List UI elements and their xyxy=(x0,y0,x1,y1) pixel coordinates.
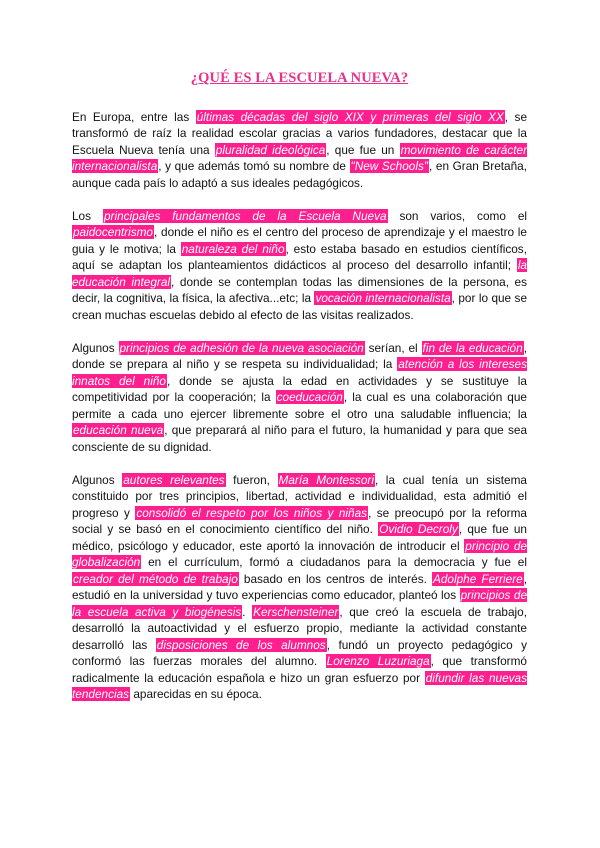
text-run: , donde el niño es el centro del proceso de aprendizaje y el maestro le guia y le motiva; la xyxy=(72,225,527,256)
text-run: fueron, xyxy=(225,472,278,487)
text-run: basado en los centros de interés. xyxy=(238,571,432,586)
highlighted-phrase: educación nueva xyxy=(73,423,164,437)
text-run: , esto estaba basado en estudios científicos, aquí se adaptan los planteamientos didácticos al proceso del desarrollo infantil; xyxy=(72,241,527,272)
highlighted-phrase: creador del método de trabajo xyxy=(73,571,238,586)
highlighted-phrase: María Montessori xyxy=(278,472,374,487)
highlighted-phrase: naturaleza del niño xyxy=(181,241,285,256)
text-run: , la cual es una colaboración que permite a cada uno ejercer libremente sobre el otro una saludable influencia; la xyxy=(72,390,527,421)
text-run: Algunos xyxy=(72,472,123,487)
text-run: , que fue un médico, psicólogo y educador, este aportó la innovación de introducir el xyxy=(72,522,527,553)
highlighted-phrase: pluralidad ideológica xyxy=(215,142,326,157)
highlighted-phrase: disposiciones de los alumnos xyxy=(156,637,326,652)
text-run: , donde se ajusta la edad en actividades y se sustituye la competitividad por la cooperación; la xyxy=(72,373,527,404)
highlighted-phrase: movimiento de carácter internacionalista xyxy=(72,142,528,173)
document-body xyxy=(72,109,527,703)
document-page xyxy=(72,70,527,719)
highlighted-phrase: principio de globalización xyxy=(72,538,527,569)
paragraph xyxy=(72,208,527,324)
text-run: Algunos xyxy=(72,340,119,355)
text-run: son varios, como el xyxy=(387,208,528,223)
page-title: ¿QUÉ ES LA ESCUELA NUEVA? xyxy=(190,70,409,86)
paragraph xyxy=(72,472,527,703)
text-run: , por lo que se crean muchas escuelas debido al efecto de las visitas realizados. xyxy=(72,291,528,322)
text-run: , la cual tenía un sistema constituido por tres principios, libertad, actividad e individualidad, esta admitió el progreso y xyxy=(72,472,527,520)
highlighted-phrase: Adolphe Ferriere xyxy=(433,571,523,586)
text-run: Los xyxy=(72,208,103,223)
text-run: , donde se contemplan todas las dimensiones de la persona, es decir, la cognitiva, la física, la afectiva...etc; la xyxy=(72,274,527,305)
text-run: , que fue un xyxy=(326,142,400,157)
highlighted-phrase: "New Schools" xyxy=(350,159,429,173)
text-run: . xyxy=(242,604,253,619)
highlighted-phrase: principales fundamentos de la Escuela Nueva xyxy=(103,208,387,223)
text-run: , y que además tomó su nombre de xyxy=(158,159,350,173)
text-run: serían, el xyxy=(364,340,422,355)
highlighted-phrase: Kerschensteiner xyxy=(253,604,339,619)
text-run: , estudió en la universidad y tuvo experiencias como educador, planteó los xyxy=(72,571,527,602)
text-run: , se preocupó por la reforma social y se basó en el conocimiento científico del niño. xyxy=(72,505,527,536)
text-run: , en Gran Bretaña, aunque cada país lo adaptó a sus ideales pedagógicos. xyxy=(72,159,527,190)
highlighted-phrase: atención a los intereses innatos del niño xyxy=(72,357,527,388)
highlighted-phrase: paidocentrismo xyxy=(73,225,153,239)
highlighted-phrase: difundir las nuevas tendencias xyxy=(72,670,527,701)
highlighted-phrase: principios de adhesión de la nueva asociación xyxy=(119,340,364,355)
text-run: En Europa, entre las xyxy=(72,109,196,124)
paragraph xyxy=(72,109,527,192)
text-run: , que preparará al niño para el futuro, la humanidad y para que sea consciente de su dignidad. xyxy=(72,423,528,454)
text-run: , se transformó de raíz la realidad escolar gracias a varios fundadores, destacar que la Escuela Nueva tenía una xyxy=(72,109,528,157)
text-run: en el currículum, formó a ciudadanos para la democracia y fue el xyxy=(141,555,527,569)
highlighted-phrase: fin de la educación xyxy=(422,340,523,355)
highlighted-phrase: Lorenzo Luzuriaga xyxy=(326,654,430,668)
highlighted-phrase: vocación internacionalista xyxy=(315,291,451,305)
highlighted-phrase: coeducación xyxy=(276,390,343,404)
highlighted-phrase: la educación integral xyxy=(72,258,527,289)
highlighted-phrase: principios de la escuela activa y biogénesis xyxy=(72,588,528,619)
highlighted-phrase: últimas décadas del siglo XIX y primeras del siglo XX xyxy=(196,109,504,124)
text-run: , que creó la escuela de trabajo, desarrolló la autoactividad y el esfuerzo propio, mediante la actividad constante desarrolló las xyxy=(72,604,528,652)
text-run: , que transformó radicalmente la educación española e hizo un gran esfuerzo por xyxy=(72,654,527,685)
highlighted-phrase: consolidó el respeto por los niños y niñas xyxy=(136,505,368,520)
paragraph xyxy=(72,340,527,456)
highlighted-phrase: autores relevantes xyxy=(123,472,225,487)
text-run: , fundó un proyecto pedagógico y conformó las fuerzas morales del alumno. xyxy=(72,637,527,668)
text-run: , donde se prepara al niño y se respeta su individualidad; la xyxy=(72,340,527,371)
highlighted-phrase: Ovidio Decroly xyxy=(379,522,458,536)
text-run: aparecidas en su época. xyxy=(130,687,262,701)
